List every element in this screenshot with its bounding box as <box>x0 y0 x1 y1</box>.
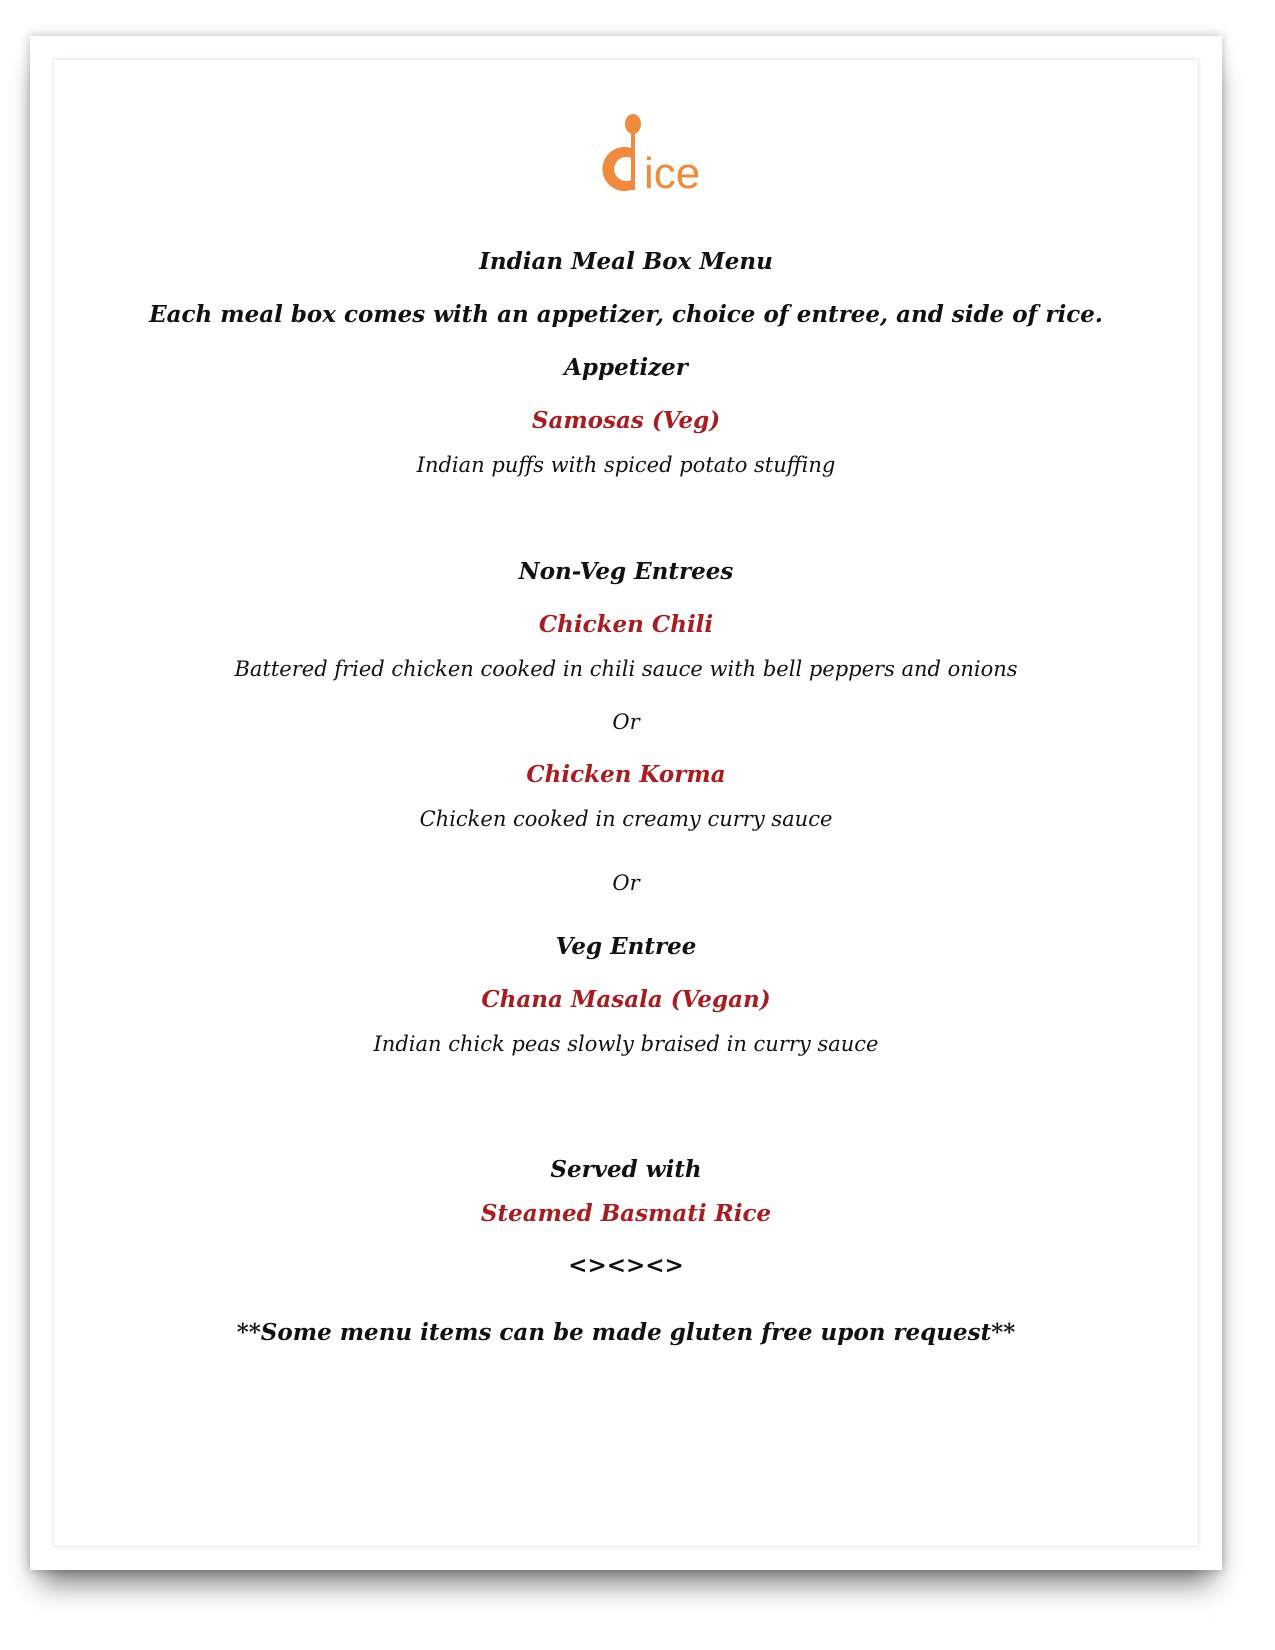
or-separator-2: Or <box>612 871 640 895</box>
dice-logo <box>594 110 734 205</box>
veg-description: Indian chick peas slowly braised in curry sauce <box>373 1032 879 1056</box>
menu-title: Indian Meal Box Menu <box>479 248 773 275</box>
menu-paper <box>30 36 1222 1570</box>
non-veg-item-2-name: Chicken Korma <box>526 761 726 788</box>
menu-intro: Each meal box comes with an appetizer, choice of entree, and side of rice. <box>149 301 1103 328</box>
non-veg-item-1-name: Chicken Chili <box>538 611 714 638</box>
menu-page <box>54 60 1198 1546</box>
gluten-footnote: **Some menu items can be made gluten free upon request** <box>236 1319 1016 1346</box>
appetizer-description: Indian puffs with spiced potato stuffing <box>416 453 836 477</box>
divider: <><><> <box>568 1252 684 1279</box>
appetizer-heading: Appetizer <box>564 354 688 381</box>
or-separator-1: Or <box>612 710 640 734</box>
non-veg-item-2-description: Chicken cooked in creamy curry sauce <box>419 807 833 831</box>
veg-heading: Veg Entree <box>555 933 697 960</box>
side-name: Steamed Basmati Rice <box>480 1200 772 1227</box>
appetizer-name: Samosas (Veg) <box>531 407 721 434</box>
side-heading: Served with <box>550 1156 702 1183</box>
veg-name: Chana Masala (Vegan) <box>481 986 771 1013</box>
menu-content <box>54 60 1198 1546</box>
logo-wordmark: ice <box>644 149 701 198</box>
non-veg-item-1-description: Battered fried chicken cooked in chili sauce with bell peppers and onions <box>234 657 1018 681</box>
non-veg-heading: Non-Veg Entrees <box>518 558 734 585</box>
